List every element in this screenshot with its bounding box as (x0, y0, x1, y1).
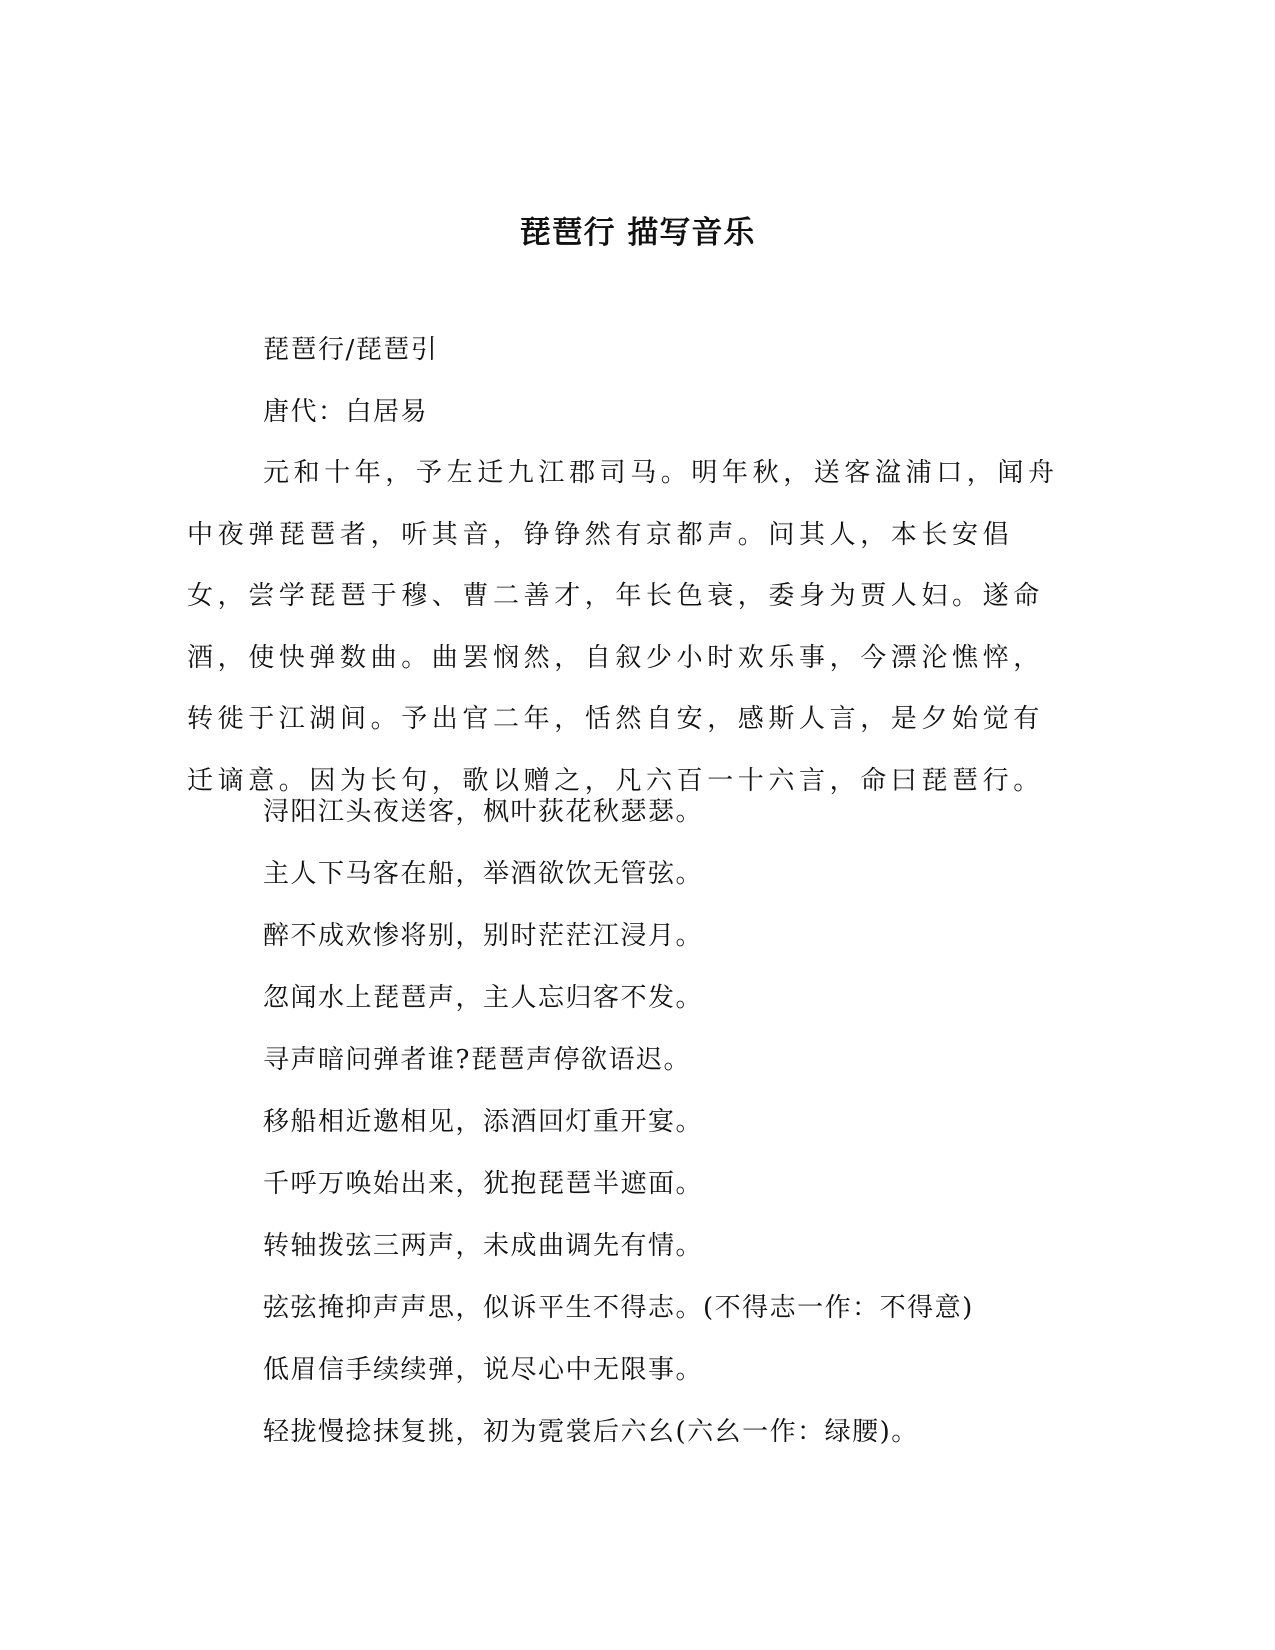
verse-line: 主人下马客在船，举酒欲饮无管弦。 (263, 859, 704, 889)
verse-line: 低眉信手续续弹，说尽心中无限事。 (263, 1355, 704, 1385)
poem-title: 琵琶行/琵琶引 (263, 335, 439, 365)
author-line: 唐代：白居易 (263, 397, 429, 427)
verse-line: 忽闻水上琵琶声，主人忘归客不发。 (263, 983, 704, 1013)
verse-line: 转轴拨弦三两声，未成曲调先有情。 (263, 1231, 704, 1261)
verse-line: 轻拢慢捻抹复挑，初为霓裳后六幺(六幺一作：绿腰)。 (263, 1417, 919, 1447)
preface-paragraph: 元和十年，予左迁九江郡司马。明年秋，送客湓浦口，闻舟中夜弹琵琶者，听其音，铮铮然有京都声。问其人，本长安倡女，尝学琵琶于穆、曹二善才，年长色衰，委身为贾人妇。遂命酒，使快弹数曲。曲罢悯然，自叙少小时欢乐事，今漂沦憔悴，转徙于江湖间。予出官二年，恬然自安，感斯人言，是夕始觉有迁谪意。因为长句，歌以赠之，凡六百一十六言，命曰琵琶行。 (187, 458, 1059, 796)
verse-line: 醉不成欢惨将别，别时茫茫江浸月。 (263, 921, 704, 951)
verse-line: 浔阳江头夜送客，枫叶荻花秋瑟瑟。 (263, 797, 704, 827)
verse-line: 移船相近邀相见，添酒回灯重开宴。 (263, 1107, 704, 1137)
verse-line: 千呼万唤始出来，犹抱琵琶半遮面。 (263, 1169, 704, 1199)
document-body (187, 335, 1067, 1479)
verse-line: 弦弦掩抑声声思，似诉平生不得志。(不得志一作：不得意) (263, 1293, 974, 1323)
document-title: 琵琶行 描写音乐 (519, 215, 756, 251)
verse-line: 寻声暗问弹者谁?琵琶声停欲语迟。 (263, 1045, 691, 1075)
